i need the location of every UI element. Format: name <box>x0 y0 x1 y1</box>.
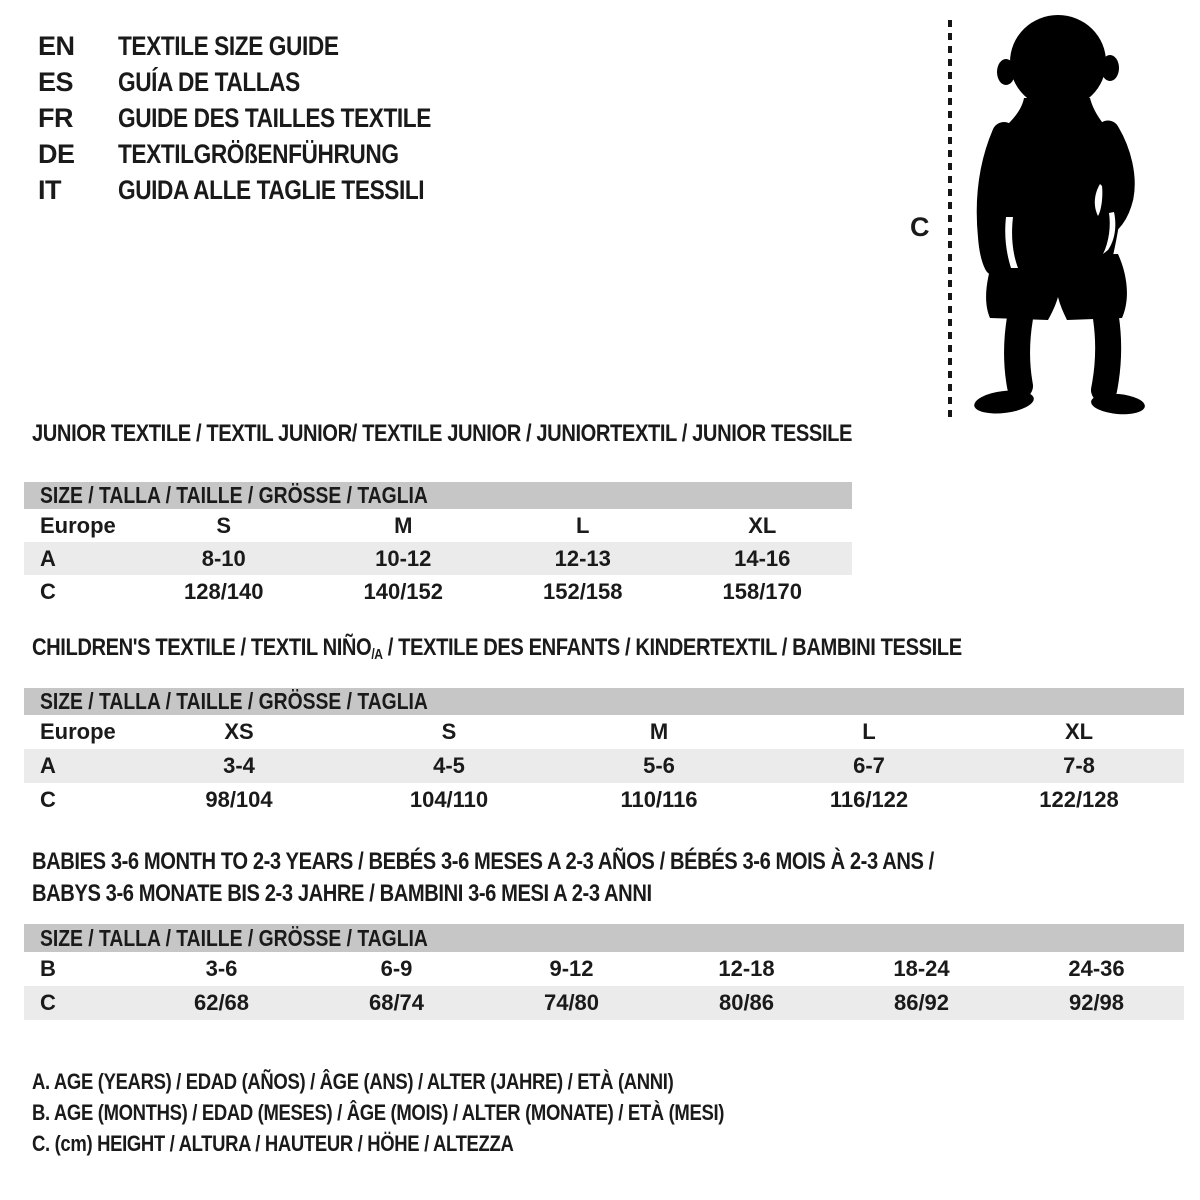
row-label: C <box>40 990 56 1015</box>
row-label: B <box>40 956 56 981</box>
size-cell: XS <box>224 719 254 744</box>
height-measure-label: C <box>910 212 930 242</box>
row-label: Europe <box>40 512 116 538</box>
height-cell: 152/158 <box>542 578 623 604</box>
months-cell: 9-12 <box>549 956 594 981</box>
children-row-europe <box>24 715 1184 749</box>
size-cell: S <box>441 719 457 744</box>
legend-height-cm: C. (cm) HEIGHT / ALTURA / HAUTEUR / HÖHE / ALTEZZA <box>32 1131 514 1156</box>
size-cell: M <box>649 719 669 744</box>
height-cell: 140/152 <box>363 578 444 604</box>
children-section-title: CHILDREN'S TEXTILE / TEXTIL NIÑO/A / TEXTILE DES ENFANTS / KINDERTEXTIL / BAMBINI TESSILE <box>32 634 962 664</box>
babies-title-line1: BABIES 3-6 MONTH TO 2-3 YEARS / BEBÉS 3-6 MESES A 2-3 AÑOS / BÉBÉS 3-6 MOIS À 2-3 ANS / <box>32 848 934 875</box>
toddler-leg-right <box>1104 318 1108 390</box>
age-cell: 6-7 <box>853 753 885 778</box>
age-cell: 5-6 <box>643 753 675 778</box>
junior-size-table <box>24 482 852 608</box>
height-cell: 128/140 <box>183 578 264 604</box>
age-cell: 10-12 <box>375 545 432 571</box>
babies-row-height <box>24 986 1184 1020</box>
height-cell: 86/92 <box>893 990 950 1015</box>
height-measure-dashed-line <box>948 20 952 418</box>
language-row-fr <box>38 100 491 136</box>
size-cell: L <box>862 719 876 744</box>
children-row-height <box>24 783 1184 817</box>
height-cell: 80/86 <box>718 990 775 1015</box>
toddler-silhouette <box>960 12 1148 420</box>
junior-size-header-label: SIZE / TALLA / TAILLE / GRÖSSE / TAGLIA <box>40 482 428 508</box>
language-row-en <box>38 28 491 64</box>
height-cell: 158/170 <box>722 578 803 604</box>
age-cell: 14-16 <box>734 545 791 571</box>
row-label: C <box>40 787 56 812</box>
height-cell: 110/116 <box>620 787 698 812</box>
height-cell: 116/122 <box>829 787 909 812</box>
age-cell: 12-13 <box>554 545 611 571</box>
junior-row-height <box>24 575 852 608</box>
title-subscript: /A <box>371 647 383 664</box>
size-cell: L <box>576 512 590 538</box>
junior-row-age <box>24 542 852 575</box>
guide-title-de: TEXTILGRÖßENFÜHRUNG <box>118 138 399 169</box>
months-cell: 18-24 <box>893 956 950 981</box>
age-cell: 4-5 <box>433 753 465 778</box>
babies-section-title <box>32 846 1106 910</box>
months-cell: 24-36 <box>1068 956 1125 981</box>
babies-row-months <box>24 952 1184 986</box>
height-cell: 104/110 <box>409 787 489 812</box>
age-cell: 7-8 <box>1063 753 1095 778</box>
toddler-head <box>1010 15 1106 109</box>
language-code-it: IT <box>38 174 61 205</box>
babies-size-header-label: SIZE / TALLA / TAILLE / GRÖSSE / TAGLIA <box>40 924 428 951</box>
children-size-table <box>24 688 1184 817</box>
height-cell: 98/104 <box>205 787 273 812</box>
language-code-en: EN <box>38 30 75 61</box>
months-cell: 6-9 <box>380 956 413 981</box>
language-title-list <box>38 28 491 208</box>
size-cell: S <box>216 512 232 538</box>
size-cell: M <box>394 512 413 538</box>
language-code-es: ES <box>38 66 74 97</box>
language-code-fr: FR <box>38 102 73 133</box>
row-label: A <box>40 753 56 778</box>
legend-age-months: B. AGE (MONTHS) / EDAD (MESES) / ÂGE (MOIS) / ALTER (MONATE) / ETÀ (MESI) <box>32 1100 725 1125</box>
babies-size-header-bar <box>24 924 1184 952</box>
row-label: Europe <box>40 719 116 744</box>
guide-title-en: TEXTILE SIZE GUIDE <box>118 30 339 61</box>
toddler-leg-left <box>1017 318 1020 386</box>
babies-title-line2: BABYS 3-6 MONATE BIS 2-3 JAHRE / BAMBINI 3-6 MESI A 2-3 ANNI <box>32 880 652 907</box>
guide-title-it: GUIDA ALLE TAGLIE TESSILI <box>118 174 425 205</box>
junior-row-europe <box>24 509 852 542</box>
height-cell: 122/128 <box>1039 787 1119 812</box>
guide-title-fr: GUIDE DES TAILLES TEXTILE <box>118 102 431 133</box>
measure-legend <box>32 1066 856 1159</box>
language-row-es <box>38 64 491 100</box>
children-size-header-bar <box>24 688 1184 715</box>
language-row-de <box>38 136 491 172</box>
months-cell: 12-18 <box>718 956 775 981</box>
age-cell: 3-4 <box>223 753 255 778</box>
height-cell: 74/80 <box>543 990 600 1015</box>
toddler-ear-right <box>1101 55 1119 81</box>
row-label: A <box>40 545 56 571</box>
height-cell: 68/74 <box>368 990 425 1015</box>
babies-size-table <box>24 924 1184 1020</box>
age-cell: 8-10 <box>201 545 246 571</box>
height-cell: 62/68 <box>193 990 250 1015</box>
language-code-de: DE <box>38 138 75 169</box>
size-cell: XL <box>1064 719 1094 744</box>
legend-age-years: A. AGE (YEARS) / EDAD (AÑOS) / ÂGE (ANS) / ALTER (JAHRE) / ETÀ (ANNI) <box>32 1069 674 1094</box>
row-label: C <box>40 578 56 604</box>
children-row-age <box>24 749 1184 783</box>
height-cell: 92/98 <box>1068 990 1125 1015</box>
language-row-it <box>38 172 491 208</box>
junior-section-title: JUNIOR TEXTILE / TEXTIL JUNIOR/ TEXTILE JUNIOR / JUNIORTEXTIL / JUNIOR TESSILE <box>32 420 853 447</box>
toddler-ear-left <box>997 59 1015 85</box>
size-cell: XL <box>748 512 777 538</box>
guide-title-es: GUÍA DE TALLAS <box>118 66 300 97</box>
junior-size-header-bar <box>24 482 852 509</box>
months-cell: 3-6 <box>205 956 238 981</box>
children-size-header-label: SIZE / TALLA / TAILLE / GRÖSSE / TAGLIA <box>40 688 428 714</box>
